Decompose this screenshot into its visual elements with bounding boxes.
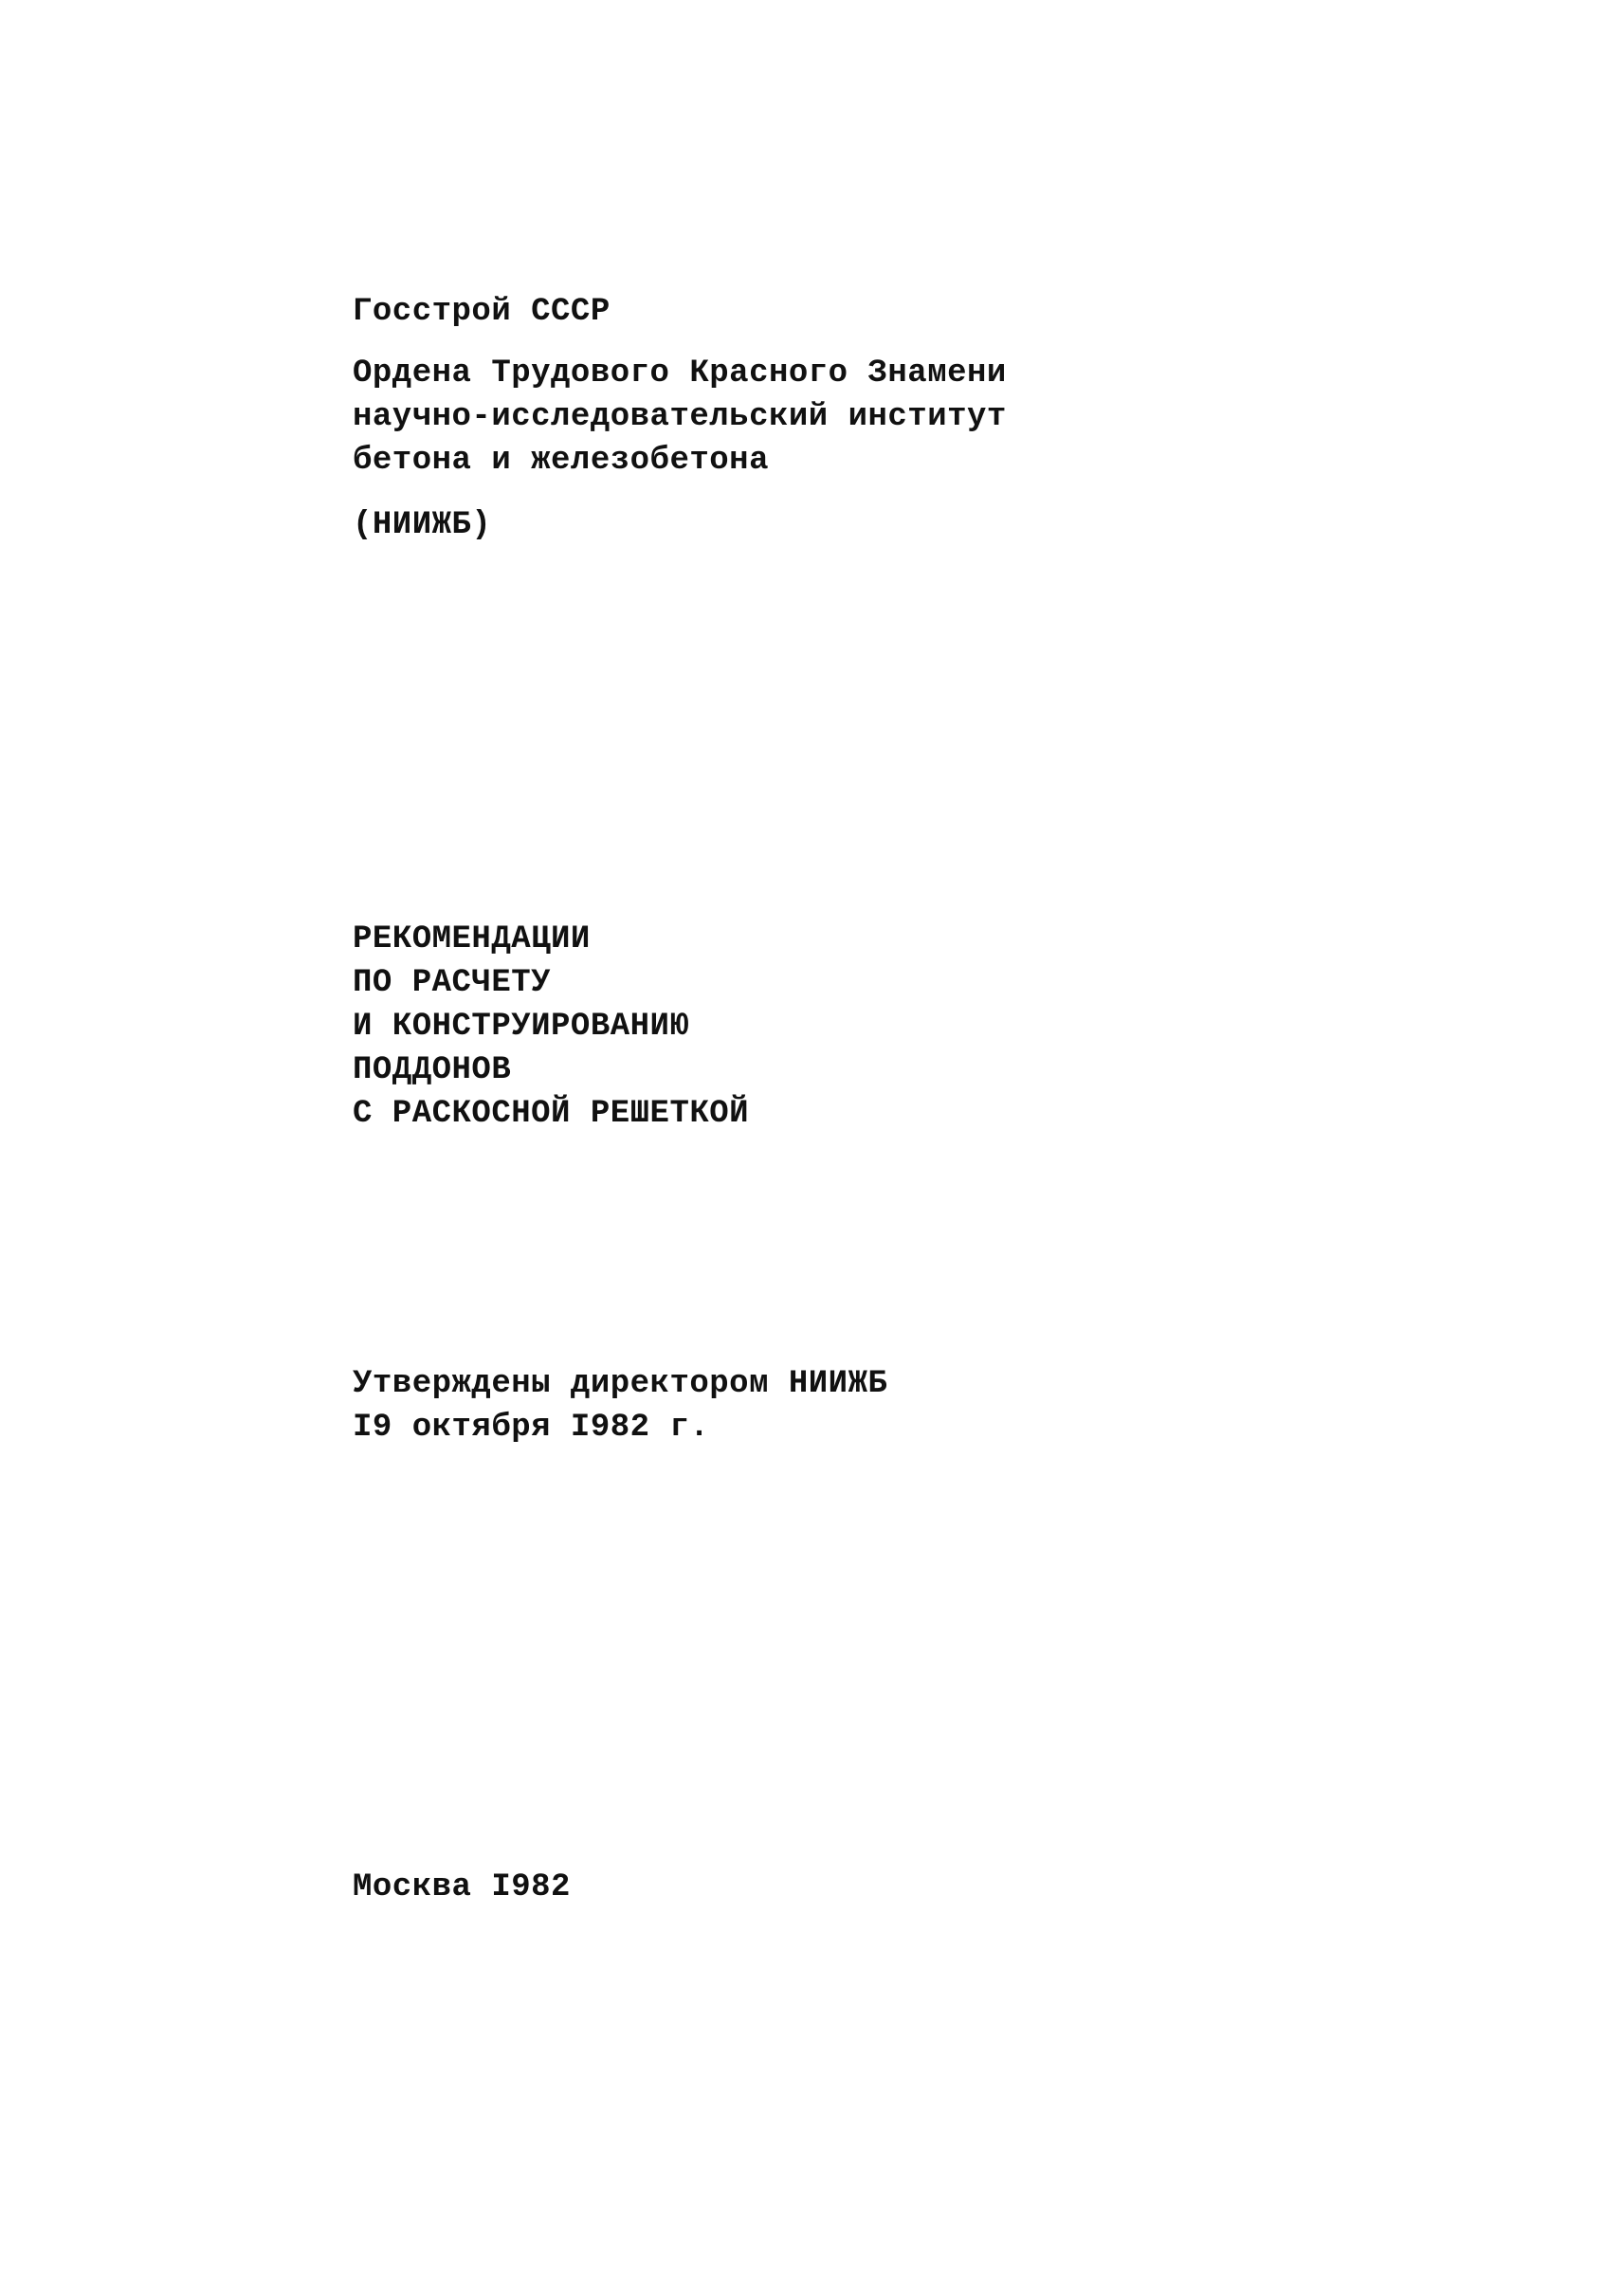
organization-name: Госстрой СССР	[353, 294, 611, 330]
institute-name-block	[353, 352, 1007, 483]
institute-line-2: научно-исследовательский институт	[353, 399, 1007, 435]
institute-abbreviation: (НИИЖБ)	[353, 507, 492, 543]
title-line-4: ПОДДОНОВ	[353, 1052, 512, 1088]
institute-abbreviation-block	[353, 503, 491, 547]
document-title	[353, 918, 749, 1136]
institute-line-3: бетона и железобетона	[353, 443, 769, 479]
city-year: Москва I982	[353, 1869, 571, 1905]
organization-block	[353, 290, 611, 334]
institute-line-1: Ордена Трудового Красного Знамени	[353, 355, 1007, 392]
approval-line-1: Утверждены директором НИИЖБ	[353, 1366, 888, 1402]
approval-note	[353, 1362, 887, 1449]
title-line-2: ПО РАСЧЕТУ	[353, 965, 552, 1001]
title-line-3: И КОНСТРУИРОВАНИЮ	[353, 1009, 690, 1045]
approval-date: I9 октября I982 г.	[353, 1410, 710, 1446]
title-line-1: РЕКОМЕНДАЦИИ	[353, 921, 591, 957]
publication-place-year	[353, 1866, 571, 1909]
title-line-5: С РАСКОСНОЙ РЕШЕТКОЙ	[353, 1096, 750, 1132]
